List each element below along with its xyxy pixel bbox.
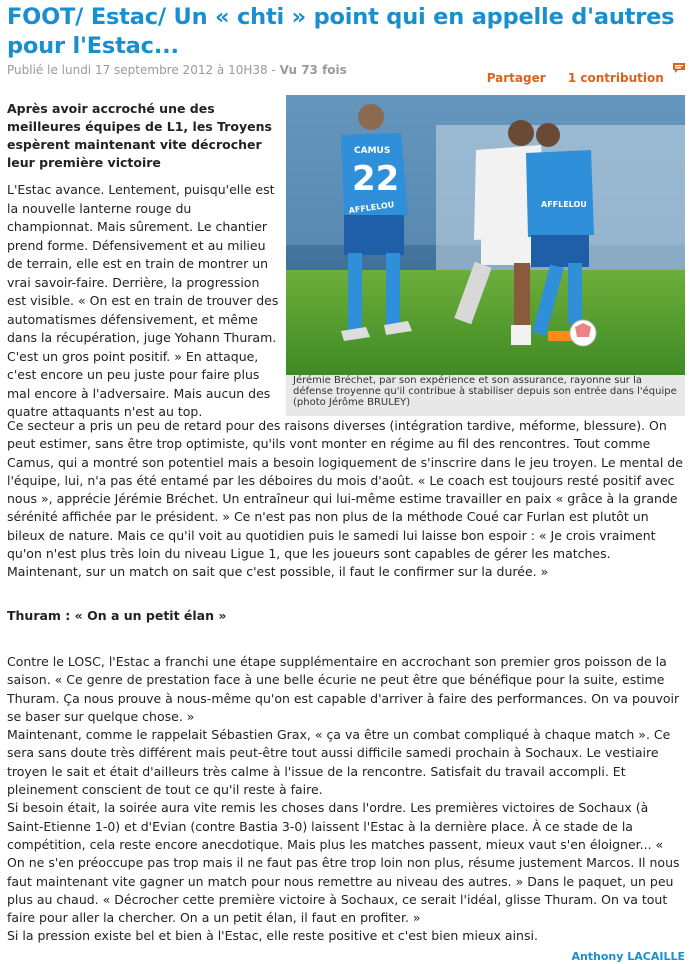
- body-paragraph: Contre le LOSC, l'Estac a franchi une étape supplémentaire en accrochant son premier gros poisson de la saison. « Ce genre de prestation face à une belle écurie ne peut être que bénéfique pour la suite, estime Thuram. Ça nous prouve à nous-même qu'on est capable d'arriver à faire des performances. On va pouvoir se baser sur quelque chose. »: [7, 654, 680, 724]
- published-date: Publié le lundi 17 septembre 2012 à 10H38 -: [7, 63, 280, 77]
- jersey-sponsor-right: AFFLELOU: [541, 200, 587, 209]
- jersey-name: CAMUS: [354, 146, 391, 156]
- article-meta: [7, 63, 347, 77]
- jersey-sponsor: AFFLELOU: [348, 200, 395, 216]
- view-count: Vu 73 fois: [279, 63, 347, 77]
- photo-caption: Jérémie Bréchet, par son expérience et son assurance, rayonne sur la défense troyenne qu'il contribue à stabiliser depuis son entrée dans l'équipe (photo Jérôme BRULEY): [293, 375, 677, 408]
- article-subheading: Thuram : « On a un petit élan »: [7, 608, 227, 623]
- article-body: [7, 653, 683, 946]
- article-paragraph-1: Ce secteur a pris un peu de retard pour des raisons diverses (intégration tardive, méforme, blessure). On peut estimer, sans être trop optimiste, qu'ils vont monter en régime au fil des rencontres. Tout comme Camus, qui a montré son potentiel mais a besoin logiquement de s'inscrire dans le jeu troyen. Le mental de l'équipe, lui, n'a pas été entamé par les déboires du mois d'août. « Le coach est toujours resté positif avec nous », apprécie Jérémie Bréchet. Un entraîneur qui lui-même estime travailler en paix « grâce à la grande sérénité affichée par le président. » Ce n'est pas non plus de la méthode Coué car Furlan est plutôt un bileux de nature. Mais ce qu'il voit au quotidien puis le samedi lui laisse bon espoir : « Je crois vraiment qu'on n'est plus très loin du niveau Ligue 1, que les joueurs sont capables de gérer les matches. Maintenant, sur un match on sait que c'est possible, il faut le confirmer sur la durée. »: [7, 418, 683, 580]
- contributions-link[interactable]: 1 contribution: [567, 71, 664, 85]
- article-actions: [487, 70, 686, 85]
- article-column-text: L'Estac avance. Lentement, puisqu'elle est la nouvelle lanterne rouge du championnat. Mais sûrement. Le chantier prend forme. Défensivement et au milieu de terrain, elle est en train de montrer un vrai savoir-faire. Derrière, la progression est visible. « On est en train de trouver des automatismes défensivement, et même dans la récupération, juge Yohann Thuram. C'est un gros point positif. » En attaque, c'est encore un peu juste pour faire plus mal encore à l'adversaire. Mais aucun des quatre attaquants n'est au top.: [7, 182, 279, 419]
- comment-bubble-icon[interactable]: [672, 62, 686, 77]
- share-link[interactable]: Partager: [486, 71, 546, 85]
- ball-icon: [570, 320, 596, 346]
- article-author[interactable]: Anthony LACAILLE: [571, 950, 685, 963]
- article-photo: [286, 95, 685, 416]
- body-paragraph: Si la pression existe bel et bien à l'Estac, elle reste positive et c'est bien mieux ainsi.: [7, 928, 538, 944]
- jersey-number: 22: [352, 159, 400, 199]
- body-paragraph: Si besoin était, la soirée aura vite remis les choses dans l'ordre. Les premières victoires de Sochaux (à Saint-Etienne 1-0) et d'Evian (contre Bastia 3-0) laissent l'Estac à la dernière place. À ce stade de la compétition, cela reste encore anecdotique. Mais plus les matches passent, mieux vaut s'en éloigner... « On ne s'en préoccupe pas trop mais il ne faut pas être trop loin non plus, résume justement Marcos. Il nous faut maintenant vite gagner un match pour nous remettre au niveau des autres. » Dans le paquet, un peu plus au chaud. « Décrocher cette première victoire à Sochaux, ce serait l'idéal, glisse Thuram. On va tout faire pour aller la chercher. On a un petit élan, il faut en profiter. »: [7, 800, 680, 926]
- article-lead: Après avoir accroché une des meilleures équipes de L1, les Troyens espèrent maintenant vite décrocher leur première victoire: [7, 101, 272, 170]
- article-title: FOOT/ Estac/ Un « chti » point qui en appelle d'autres pour l'Estac...: [7, 4, 675, 59]
- body-paragraph: Maintenant, comme le rappelait Sébastien Grax, « ça va être un combat compliqué à chaque match ». Ce sera sans doute très différent mais peut-être tout aussi difficile samedi prochain à Sochaux. Le vestiaire troyen le sait et était d'ailleurs très calme à l'issue de la rencontre. Satisfait du travail accompli. Et pleinement conscient de tout ce qu'il reste à faire.: [7, 727, 671, 798]
